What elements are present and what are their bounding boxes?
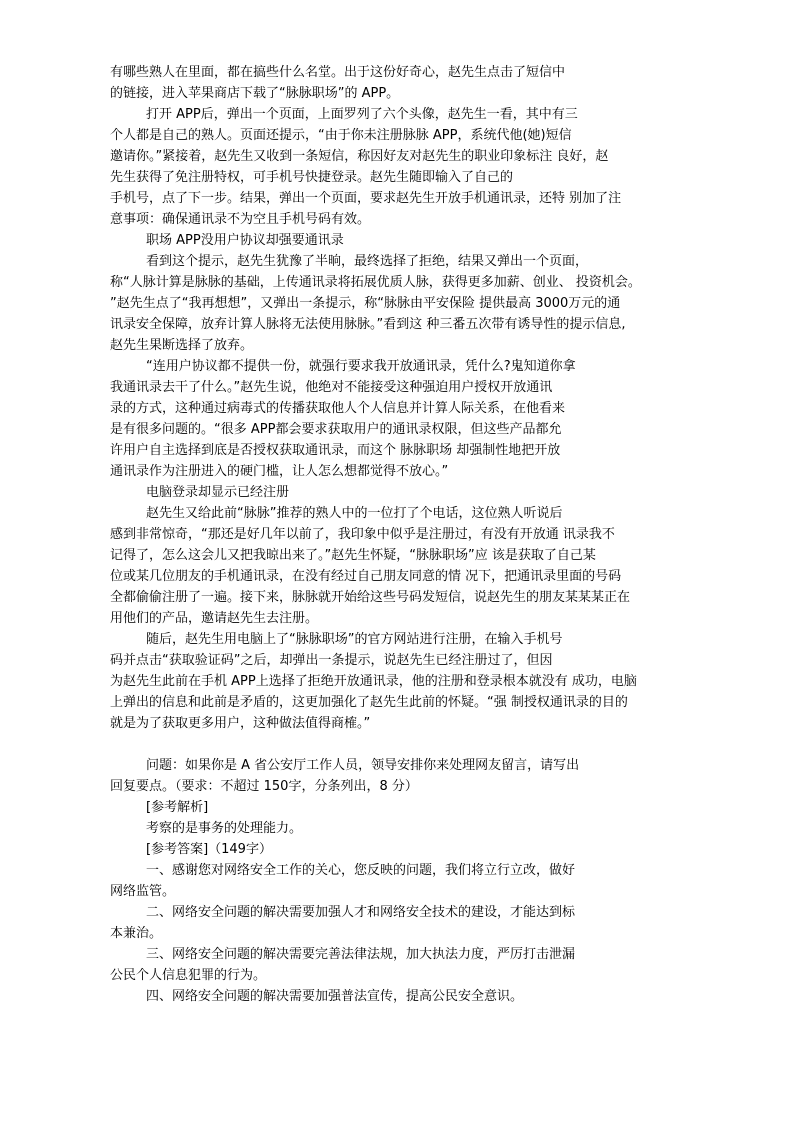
text-line: 讯录安全保障，放弃计算人脉将无法使用脉脉。”看到这 种三番五次带有诱导性的提示信息, — [110, 317, 626, 332]
text-line: 码并点击“获取验证码”之后，却弹出一条提示，说赵先生已经注册过了，但因 — [110, 653, 553, 668]
text-line: 上弹出的信息和此前是矛盾的，这更加强化了赵先生此前的怀疑。“强 制授权通讯录的目的 — [110, 695, 628, 710]
text-line: 打开 APP后，弹出一个页面，上面罗列了六个头像，赵先生一看，其中有三 — [146, 107, 578, 122]
text-line: 有哪些熟人在里面，都在搞些什么名堂。出于这份好奇心，赵先生点击了短信中 — [110, 65, 566, 80]
answer-line: 四、网络安全问题的解决需要加强普法宣传，提高公民安全意识。 — [146, 989, 524, 1004]
text-line: 手机号，点了下一步。结果，弹出一个页面，要求赵先生开放手机通讯录，还特 别加了注 — [110, 191, 622, 206]
text-line: 为赵先生此前在手机 APP上选择了拒绝开放通讯录，他的注册和登录根本就没有 成功，电脑 — [110, 674, 637, 689]
text-line: 记得了，怎么这会儿又把我晾出来了。”赵先生怀疑，“脉脉职场”应 该是获取了自己某 — [110, 548, 596, 563]
answer-line: 二、网络安全问题的解决需要加强人才和网络安全技术的建设，才能达到标 — [146, 905, 576, 920]
answer-line: 本兼治。 — [110, 926, 163, 941]
text-line: 赵先生又给此前“脉脉”推荐的熟人中的一位打了个电话，这位熟人听说后 — [146, 506, 563, 521]
text-line: 是有很多问题的。“很多 APP都会要求获取用户的通讯录权限，但这些产品都允 — [110, 422, 562, 437]
text-line: 随后，赵先生用电脑上了“脉脉职场”的官方网站进行注册，在输入手机号 — [146, 632, 563, 647]
text-line: ”赵先生点了“我再想想”，又弹出一条提示，称“脉脉由平安保险 提供最高 3000万元的通 — [110, 296, 621, 311]
text-line: 邀请你。”紧接着，赵先生又收到一条短信，称因好友对赵先生的职业印象标注 良好，赵 — [110, 149, 609, 164]
text-line: 个人都是自己的熟人。页面还提示，“由于你未注册脉脉 APP，系统代他(她)短信 — [110, 128, 572, 143]
text-line: 我通讯录去干了什么。”赵先生说，他绝对不能接受这种强迫用户授权开放通讯 — [110, 380, 553, 395]
analysis-text: 考察的是事务的处理能力。 — [146, 821, 303, 836]
text-line: 位或某几位朋友的手机通讯录，在没有经过自己朋友同意的情 况下，把通讯录里面的号码 — [110, 569, 622, 584]
text-line: “连用户协议都不提供一份，就强行要求我开放通讯录，凭什么?鬼知道你拿 — [146, 359, 576, 374]
text-line: 录的方式，这种通过病毒式的传播获取他人个人信息并计算人际关系，在他看来 — [110, 401, 566, 416]
section-heading: 职场 APP没用户协议却强要通讯录 — [146, 233, 344, 248]
text-line: 先生获得了免注册特权，可手机号快捷登录。赵先生随即输入了自己的 — [110, 170, 514, 185]
text-line: 称“人脉计算是脉脉的基础，上传通讯录将拓展优质人脉，获得更多加薪、创业、 投资机会。 — [110, 275, 641, 290]
text-line: 意事项：确保通讯录不为空且手机号码有效。 — [110, 212, 371, 227]
text-line: 用他们的产品，邀请赵先生去注册。 — [110, 611, 319, 626]
text-line: 全都偷偷注册了一遍。接下来，脉脉就开始给这些号码发短信，说赵先生的朋友某某某正在 — [110, 590, 631, 605]
answer-label: [参考答案]（149字） — [146, 842, 272, 857]
answer-line: 三、网络安全问题的解决需要完善法律法规，加大执法力度，严厉打击泄漏 — [146, 947, 576, 962]
question-line: 问题：如果你是 A 省公安厅工作人员，领导安排你来处理网友留言，请写出 — [146, 758, 580, 773]
analysis-label: [参考解析] — [146, 800, 209, 815]
text-line: 看到这个提示，赵先生犹豫了半晌，最终选择了拒绝，结果又弹出一个页面， — [146, 254, 589, 269]
answer-line: 一、感谢您对网络安全工作的关心，您反映的问题，我们将立行立改，做好 — [146, 863, 576, 878]
text-line: 的链接，进入苹果商店下载了“脉脉职场”的 APP。 — [110, 86, 400, 101]
question-line: 回复要点。（要求：不超过 150字，分条列出，8 分） — [110, 779, 418, 794]
text-line: 感到非常惊奇，“那还是好几年以前了，我印象中似乎是注册过，有没有开放通 讯录我不 — [110, 527, 615, 542]
section-heading: 电脑登录却显示已经注册 — [146, 485, 290, 500]
answer-line: 公民个人信息犯罪的行为。 — [110, 968, 267, 983]
answer-line: 网络监管。 — [110, 884, 176, 899]
text-line: 赵先生果断选择了放弃。 — [110, 338, 254, 353]
text-line: 许用户自主选择到底是否授权获取通讯录，而这个 脉脉职场 却强制性地把开放 — [110, 443, 561, 458]
text-line: 通讯录作为注册进入的硬门槛，让人怎么想都觉得不放心。” — [110, 464, 449, 479]
text-line: 就是为了获取更多用户，这种做法值得商榷。” — [110, 716, 371, 731]
